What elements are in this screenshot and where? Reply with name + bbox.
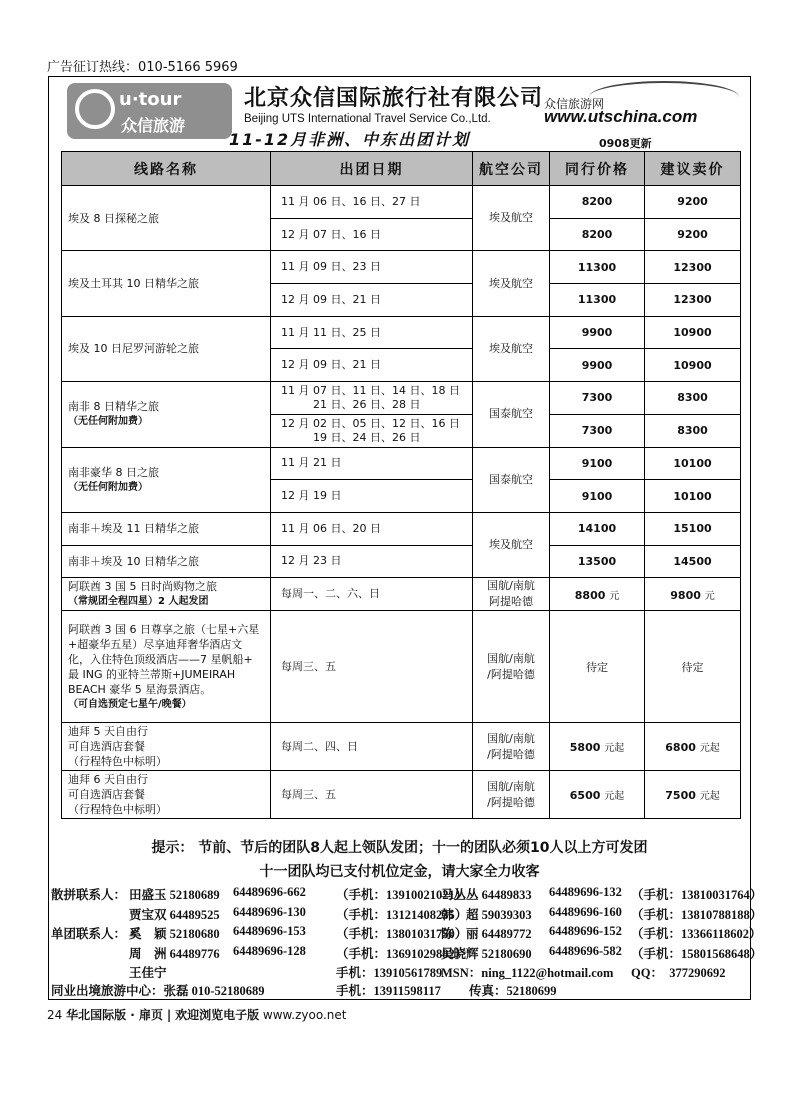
contact-msn[interactable]: MSN：ning_1122@hotmail.com bbox=[441, 966, 614, 980]
peer-price: 7300 bbox=[550, 382, 645, 415]
logo-ring-icon bbox=[75, 89, 115, 129]
table-row bbox=[62, 186, 741, 219]
airline-cell bbox=[473, 578, 550, 611]
airline-2: /阿提哈德 bbox=[487, 795, 535, 809]
retail-price: 15100 bbox=[645, 512, 741, 545]
route-cell bbox=[62, 723, 271, 771]
agency-mobile: 手机：13911598117 bbox=[336, 984, 441, 998]
contact-row bbox=[51, 942, 763, 962]
departure-date: 12 月 07 日、16 日 bbox=[271, 218, 473, 251]
contact-row bbox=[51, 922, 762, 942]
departure-date: 每周一、二、六、日 bbox=[271, 578, 473, 611]
peer-price: 13500 bbox=[550, 545, 645, 578]
route-cell bbox=[62, 578, 271, 611]
route-note: （无任何附加费） bbox=[68, 416, 148, 428]
contact-phone: 64489696-662 bbox=[233, 885, 306, 899]
route-name: 阿联酋 3 国 5 日时尚购物之旅 bbox=[68, 580, 217, 594]
contact-mobile: （手机：13810031764） bbox=[631, 888, 763, 902]
retail-price-cell bbox=[645, 723, 741, 771]
contact-phone: 64489696-132 bbox=[549, 885, 622, 899]
retail-price: 12300 bbox=[645, 284, 741, 317]
peer-price: 7300 bbox=[550, 414, 645, 447]
retail-price: 10100 bbox=[645, 480, 741, 513]
departure-date: 11 月 09 日、23 日 bbox=[271, 251, 473, 284]
departure-date: 12 月 09 日、21 日 bbox=[271, 349, 473, 382]
retail-price: 7500 bbox=[665, 789, 696, 803]
airline: 国航/南航 bbox=[487, 731, 535, 745]
retail-price: 10900 bbox=[645, 349, 741, 382]
departure-date: 11 月 11 日、25 日 bbox=[271, 316, 473, 349]
tour-table bbox=[61, 151, 741, 819]
contact-mobile: （手机：13910021021） bbox=[336, 888, 468, 902]
route-cell bbox=[62, 611, 271, 723]
contact-phone: 64489696-160 bbox=[549, 904, 622, 919]
departure-date-cell bbox=[271, 382, 473, 415]
departure-date-cell bbox=[271, 414, 473, 447]
contact-name: 周 洲 64489776 bbox=[129, 946, 220, 961]
contact-phone: 64489696-153 bbox=[233, 924, 306, 938]
retail-price: 9200 bbox=[645, 218, 741, 251]
page-footer bbox=[47, 1006, 346, 1023]
footer-separator: | bbox=[166, 1008, 172, 1022]
airline: 国航/南航 bbox=[487, 651, 535, 665]
contact-mobile: 手机：13910561789 bbox=[336, 966, 443, 980]
contact-mobile: （手机：13691029882） bbox=[336, 946, 468, 961]
price-unit: 元起 bbox=[699, 791, 720, 803]
table-row bbox=[62, 251, 741, 284]
departure-date: 12 月 19 日 bbox=[271, 480, 473, 513]
airline: 埃及航空 bbox=[473, 186, 550, 251]
route-name: 埃及土耳其 10 日精华之旅 bbox=[62, 251, 271, 316]
peer-price: 6500 bbox=[569, 789, 601, 803]
table-row bbox=[62, 723, 741, 771]
table-header-row bbox=[62, 152, 741, 186]
price-unit: 元 bbox=[609, 590, 620, 602]
route-name: 南非豪华 8 日之旅 bbox=[68, 465, 159, 479]
contact-name: 奚 颖 52180680 bbox=[129, 927, 220, 941]
peer-price: 5800 bbox=[569, 741, 601, 755]
website-name: 众信旅游网 bbox=[544, 97, 605, 111]
section-name: 华北国际版 · 扉页 bbox=[66, 1008, 164, 1022]
col-route: 线路名称 bbox=[62, 152, 271, 186]
route-note: （常规团全程四星）2 人起发团 bbox=[68, 596, 209, 608]
departure-date: 每周三、五 bbox=[271, 771, 473, 819]
route-name: 迪拜 6 天自由行 bbox=[68, 773, 148, 787]
table-row bbox=[62, 578, 741, 611]
notice-line-2: 十一团队均已支付机位定金，请大家全力收客 bbox=[259, 864, 540, 880]
contact-label: 散拼联系人： bbox=[51, 888, 127, 902]
route-note: （无任何附加费） bbox=[68, 481, 148, 493]
departure-date-cont: 21 日、26 日、28 日 bbox=[313, 397, 421, 411]
page-title: 11-12月非洲、中东出团计划 bbox=[229, 130, 471, 149]
route-line-3: （行程特色中标明） bbox=[68, 755, 167, 769]
notice-line-1: 提示： 节前、节后的团队8人起上领队发团；十一的团队必须10人以上方可发团 bbox=[151, 840, 648, 856]
contact-mobile: （手机：15801568648） bbox=[631, 946, 763, 961]
departure-date: 11 月 07 日、11 日、14 日、18 日 bbox=[281, 383, 460, 397]
departure-date: 每周三、五 bbox=[271, 611, 473, 723]
company-name-cn: 北京众信国际旅行社有限公司 bbox=[244, 86, 544, 111]
peer-price: 9900 bbox=[550, 349, 645, 382]
contact-row bbox=[51, 961, 751, 981]
peer-price-cell bbox=[550, 771, 645, 819]
col-airline: 航空公司 bbox=[473, 152, 550, 186]
retail-price-cell bbox=[645, 578, 741, 611]
col-peer-price: 同行价格 bbox=[550, 152, 645, 186]
price-unit: 元起 bbox=[604, 743, 625, 755]
peer-price: 9100 bbox=[550, 480, 645, 513]
table-row bbox=[62, 382, 741, 415]
contact-name: 韩 超 59039303 bbox=[441, 907, 532, 922]
website-url[interactable]: www.utschina.com bbox=[544, 107, 698, 126]
airline: 国泰航空 bbox=[473, 447, 550, 512]
route-cell bbox=[62, 771, 271, 819]
contact-mobile: （手机：13121408235） bbox=[336, 907, 468, 922]
peer-price: 9100 bbox=[550, 447, 645, 480]
departure-date: 11 月 06 日、16 日、27 日 bbox=[271, 186, 473, 219]
logo-text-cn: 众信旅游 bbox=[121, 116, 186, 135]
update-note: 0908更新 bbox=[599, 137, 652, 150]
company-name-en: Beijing UTS International Travel Service Co.,Ltd. bbox=[244, 113, 491, 125]
retail-price: 10100 bbox=[645, 447, 741, 480]
contact-name: 吴晓辉 52180690 bbox=[441, 946, 532, 961]
airline-cell bbox=[473, 723, 550, 771]
retail-price: 6800 bbox=[665, 741, 696, 755]
peer-price: 8800 bbox=[574, 588, 606, 602]
departure-date: 每周二、四、日 bbox=[271, 723, 473, 771]
contact-list bbox=[51, 883, 763, 981]
contact-phone: 64489696-128 bbox=[233, 943, 306, 958]
route-name: 南非＋埃及 10 日精华之旅 bbox=[62, 545, 271, 578]
departure-date: 12 月 09 日、21 日 bbox=[271, 284, 473, 317]
utour-logo bbox=[67, 83, 232, 139]
airline: 国航/南航 bbox=[487, 779, 535, 793]
airline: 埃及航空 bbox=[473, 316, 550, 381]
peer-price: 14100 bbox=[550, 512, 645, 545]
route-name: 埃及 8 日探秘之旅 bbox=[62, 186, 271, 251]
contact-name: 田盛玉 52180689 bbox=[129, 888, 220, 902]
col-date: 出团日期 bbox=[271, 152, 473, 186]
peer-price: 9900 bbox=[550, 316, 645, 349]
peer-price: 待定 bbox=[550, 611, 645, 723]
peer-price: 8200 bbox=[550, 186, 645, 219]
peer-price-cell bbox=[550, 578, 645, 611]
contact-mobile: （手机：13366118602） bbox=[631, 927, 762, 941]
peer-price: 8200 bbox=[550, 218, 645, 251]
table-row bbox=[62, 771, 741, 819]
route-name: 阿联酋 3 国 6 日尊享之旅（七星+六星+超豪华五星）尽享迪拜奢华酒店文化，入住特色顶级酒店——7 星帆船+ 最 ING 的亚特兰蒂斯+JUMEIRAH BEACH 豪华 5 星海景酒店。 bbox=[68, 622, 260, 696]
table-row bbox=[62, 316, 741, 349]
airline-cell bbox=[473, 771, 550, 819]
agency-fax: 传真：52180699 bbox=[469, 984, 557, 998]
departure-date: 11 月 06 日、20 日 bbox=[271, 512, 473, 545]
airline: 国泰航空 bbox=[473, 382, 550, 447]
retail-price: 14500 bbox=[645, 545, 741, 578]
contact-name: 马丛丛 64489833 bbox=[441, 888, 532, 902]
contact-phone: 64489696-152 bbox=[549, 924, 622, 938]
departure-date: 11 月 21 日 bbox=[271, 447, 473, 480]
contact-row bbox=[51, 903, 763, 923]
contact-name: 王佳宁 bbox=[129, 966, 167, 980]
contact-name: 贾宝双 64489525 bbox=[129, 907, 220, 922]
route-cell bbox=[62, 447, 271, 512]
retail-price: 8300 bbox=[645, 414, 741, 447]
agency-label: 同业出境旅游中心：张磊 010-52180689 bbox=[51, 984, 265, 998]
retail-price: 9800 bbox=[670, 588, 701, 602]
table-row bbox=[62, 447, 741, 480]
contact-phone: 64489696-582 bbox=[549, 943, 622, 958]
route-line-2: 可自选酒店套餐 bbox=[68, 740, 145, 754]
route-cell bbox=[62, 382, 271, 447]
route-name: 埃及 10 日尼罗河游轮之旅 bbox=[62, 316, 271, 381]
retail-price: 12300 bbox=[645, 251, 741, 284]
contact-qq: QQ： 377290692 bbox=[631, 966, 726, 980]
airline-cell bbox=[473, 611, 550, 723]
contact-label: 单团联系人： bbox=[51, 927, 127, 941]
page-number: 24 bbox=[47, 1008, 63, 1022]
retail-price-cell bbox=[645, 771, 741, 819]
contact-row bbox=[51, 883, 763, 903]
table-row bbox=[62, 512, 741, 545]
airline: 国航/南航 bbox=[487, 579, 535, 593]
footer-url[interactable]: www.zyoo.net bbox=[262, 1008, 347, 1022]
route-note: （可自选预定七星午/晚餐） bbox=[68, 698, 192, 710]
price-unit: 元起 bbox=[604, 791, 625, 803]
col-retail-price: 建议卖价 bbox=[645, 152, 741, 186]
retail-price: 9200 bbox=[645, 186, 741, 219]
contact-mobile: （手机：13810788188） bbox=[631, 907, 763, 922]
route-name: 南非 8 日精华之旅 bbox=[68, 400, 159, 414]
table-row bbox=[62, 611, 741, 723]
peer-price-cell bbox=[550, 723, 645, 771]
retail-price: 待定 bbox=[645, 611, 741, 723]
retail-price: 8300 bbox=[645, 382, 741, 415]
contact-phone: 64489696-130 bbox=[233, 904, 306, 919]
logo-text-en: u·tour bbox=[119, 89, 182, 110]
route-line-2: 可自选酒店套餐 bbox=[68, 788, 145, 802]
contact-name: 陈 丽 64489772 bbox=[441, 927, 532, 941]
airline: 埃及航空 bbox=[473, 512, 550, 577]
retail-price: 10900 bbox=[645, 316, 741, 349]
route-line-3: （行程特色中标明） bbox=[68, 803, 167, 817]
price-unit: 元 bbox=[704, 590, 715, 602]
peer-price: 11300 bbox=[550, 284, 645, 317]
contact-mobile: （手机：13801031750） bbox=[336, 927, 468, 941]
departure-date: 12 月 23 日 bbox=[271, 545, 473, 578]
airline: 埃及航空 bbox=[473, 251, 550, 316]
airline-2: 阿提哈德 bbox=[489, 595, 533, 609]
departure-date: 12 月 02 日、05 日、12 日、16 日 bbox=[281, 416, 460, 430]
route-name: 迪拜 5 天自由行 bbox=[68, 725, 148, 739]
airline-2: /阿提哈德 bbox=[487, 667, 535, 681]
departure-date-cont: 19 日、24 日、26 日 bbox=[313, 430, 421, 444]
route-name: 南非＋埃及 11 日精华之旅 bbox=[62, 512, 271, 545]
price-unit: 元起 bbox=[699, 743, 720, 755]
peer-price: 11300 bbox=[550, 251, 645, 284]
airline-2: /阿提哈德 bbox=[487, 747, 535, 761]
footer-slogan: 欢迎浏览电子版 bbox=[175, 1008, 260, 1022]
ad-hotline: 广告征订热线：010-5166 5969 bbox=[47, 60, 238, 75]
table-row bbox=[62, 545, 741, 578]
tour-schedule-sheet bbox=[48, 76, 763, 1000]
